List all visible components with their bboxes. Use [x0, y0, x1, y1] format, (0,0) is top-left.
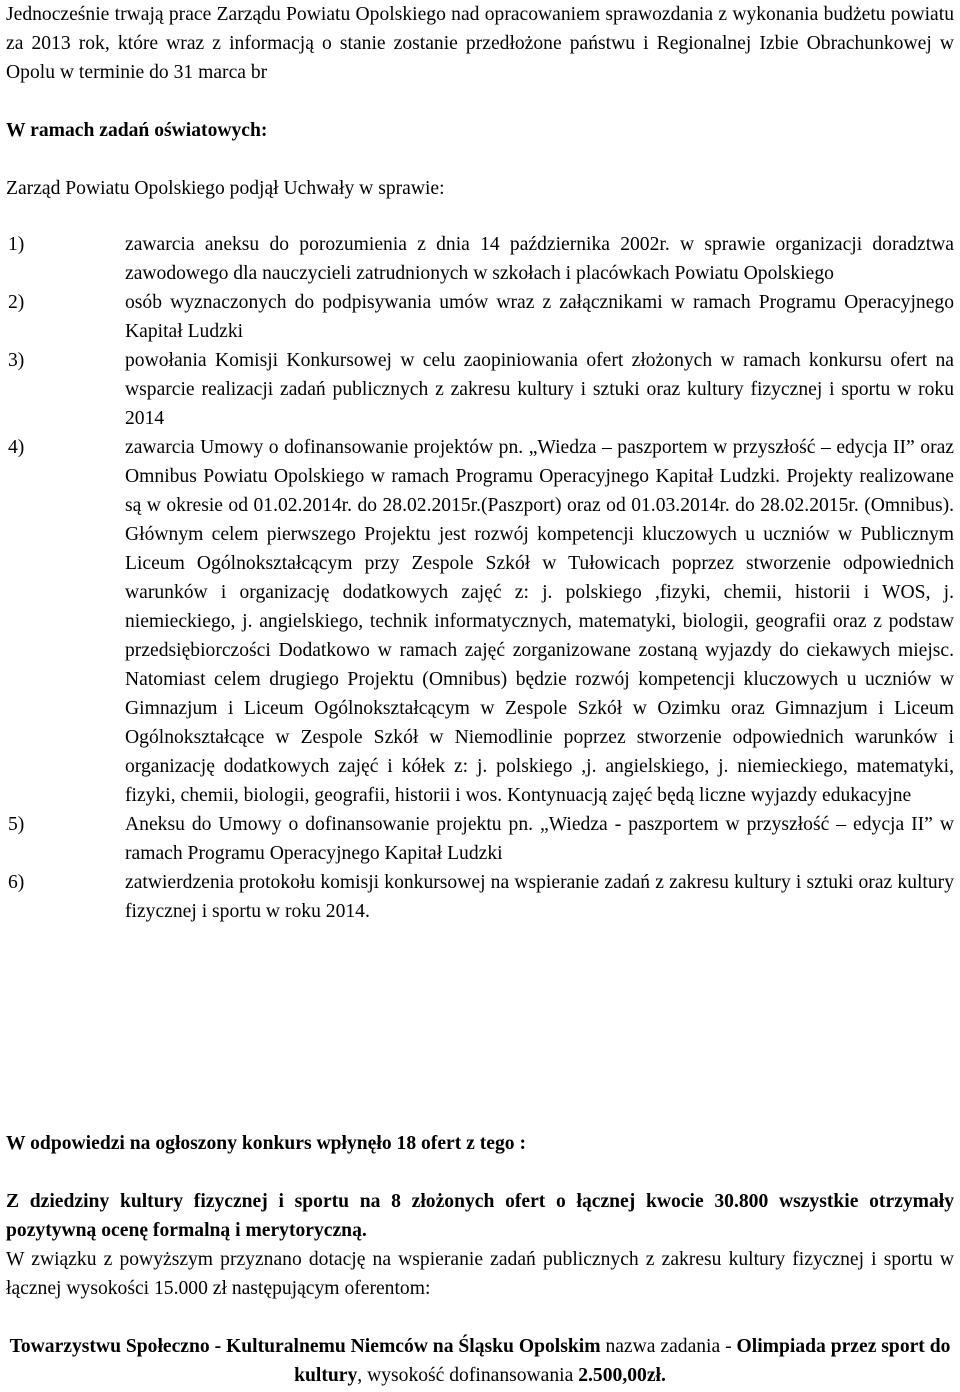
sport-offers-text: W związku z powyższym przyznano dotację na wspieranie zadań publicznych z zakresu kultury fizycznej i sportu w łącznej wysokości 15.000 zł następującym oferentom:	[6, 1249, 954, 1299]
grant-entry	[6, 1332, 954, 1390]
list-item-text: osób wyznaczonych do podpisywania umów wraz z załącznikami w ramach Programu Operacyjnego Kapitał Ludzki	[125, 292, 954, 342]
list-item	[8, 868, 954, 926]
list-item	[8, 230, 954, 288]
list-item-number: 1)	[8, 234, 25, 255]
list-item-number: 4)	[8, 437, 25, 458]
list-item-number: 5)	[8, 814, 25, 835]
grant-amount-label: , wysokość dofinansowania	[357, 1365, 574, 1386]
list-item-text: Aneksu do Umowy o dofinansowanie projektu pn. „Wiedza - paszportem w przyszłość – edycja II” w ramach Programu Operacyjnego Kapitał Ludzki	[125, 814, 954, 864]
list-item	[8, 346, 954, 433]
list-item-text: powołania Komisji Konkursowej w celu zaopiniowania ofert złożonych w ramach konkursu ofert na wsparcie realizacji zadań publicznych z zakresu kultury i sztuki oraz kultury fizycznej i sportu w roku 2014	[125, 350, 954, 429]
grant-name-label: nazwa zadania -	[605, 1336, 732, 1357]
grant-amount: 2.500,00zł.	[578, 1365, 666, 1386]
grant-recipient: Towarzystwu Społeczno - Kulturalnemu Niemców na Śląsku Opolskim	[9, 1336, 601, 1357]
list-item-number: 6)	[8, 872, 25, 893]
list-item-number: 2)	[8, 292, 25, 313]
section-heading: W ramach zadań oświatowych:	[6, 120, 268, 141]
resolutions-list	[8, 230, 954, 926]
list-item	[8, 810, 954, 868]
intro-paragraph: Jednocześnie trwają prace Zarządu Powiatu Opolskiego nad opracowaniem sprawozdania z wykonania budżetu powiatu za 2013 rok, które wraz z informacją o stanie zostanie przedłożone państwu i Regionalnej Izbie Obrachunkowej w Opolu w terminie do 31 marca br	[6, 4, 954, 83]
list-item-text: zatwierdzenia protokołu komisji konkursowej na wspieranie zadań z zakresu kultury i sztuki oraz kultury fizycznej i sportu w roku 2014.	[125, 872, 954, 922]
resolution-intro: Zarząd Powiatu Opolskiego podjął Uchwały w sprawie:	[6, 178, 445, 199]
offers-heading: W odpowiedzi na ogłoszony konkurs wpłynęło 18 ofert z tego :	[6, 1133, 526, 1154]
list-item-text: zawarcia aneksu do porozumienia z dnia 14 października 2002r. w sprawie organizacji doradztwa zawodowego dla nauczycieli zatrudnionych w szkołach i placówkach Powiatu Opolskiego	[125, 234, 954, 284]
grant-task-name: Olimpiada przez sport do kultury	[294, 1336, 951, 1386]
sport-offers-summary: Z dziedziny kultury fizycznej i sportu na 8 złożonych ofert o łącznej kwocie 30.800 wszystkie otrzymały pozytywną ocenę formalną i merytoryczną.	[6, 1191, 954, 1241]
list-item	[8, 288, 954, 346]
list-item	[8, 433, 954, 810]
list-item-text: zawarcia Umowy o dofinansowanie projektów pn. „Wiedza – paszportem w przyszłość – edycja II” oraz Omnibus Powiatu Opolskiego w ramach Programu Operacyjnego Kapitał Ludzki. Projekty realizowane są w okresie od 01.02.2014r. do 28.02.2015r.(Paszport) oraz od 01.03.2014r. do 28.02.2015r. (Omnibus). Głównym celem pierwszego Projektu jest rozwój kompetencji kluczowych u uczniów w Publicznym Liceum Ogólnokształcącym przy Zespole Szkół w Tułowicach poprzez stworzenie odpowiednich warunków i organizację dodatkowych zajęć z: j. polskiego ,fizyki, chemii, historii i WOS, j. niemieckiego, j. angielskiego, technik informatycznych, matematyki, biologii, geografii oraz z podstaw przedsiębiorczości Dodatkowo w ramach zajęć zorganizowane zostaną wyjazdy do ciekawych miejsc. Natomiast celem drugiego Projektu (Omnibus) będzie rozwój kompetencji kluczowych u uczniów w Gimnazjum i Liceum Ogólnokształcącym w Zespole Szkół w Ozimku oraz Gimnazjum i Liceum Ogólnokształcące w Zespole Szkół w Niemodlinie poprzez stworzenie odpowiednich warunków i organizację dodatkowych zajęć i kółek z: j. polskiego ,j. angielskiego, j. niemieckiego, matematyki, fizyki, chemii, biologii, geografii, historii i wos. Kontynuacją zajęć będą liczne wyjazdy edukacyjne	[125, 437, 954, 806]
list-item-number: 3)	[8, 350, 25, 371]
